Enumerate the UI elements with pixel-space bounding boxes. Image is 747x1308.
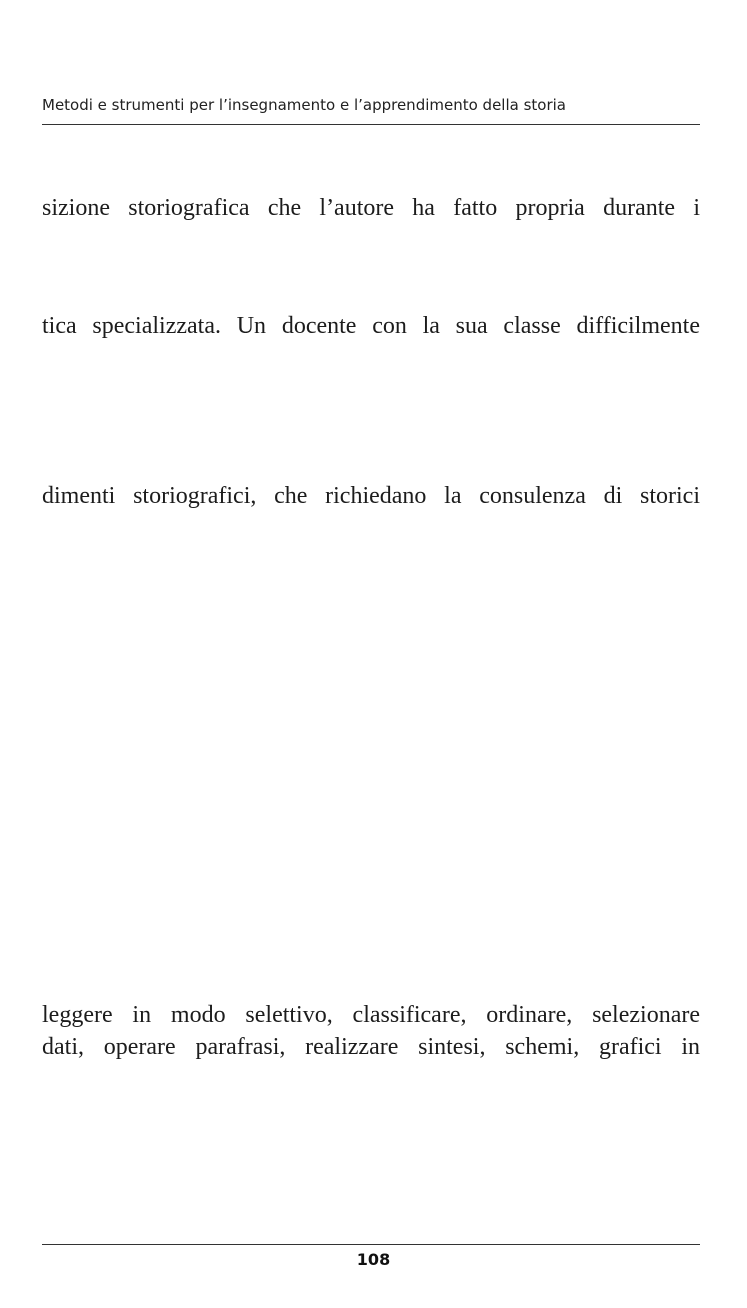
header-rule: [42, 124, 700, 125]
text-line: dati, operare parafrasi, realizzare sintesi, schemi, grafici in: [42, 1034, 700, 1060]
running-header: Metodi e strumenti per l’insegnamento e l’apprendimento della storia: [42, 96, 566, 114]
text-line: sizione storiografica che l’autore ha fatto propria durante i: [42, 195, 700, 221]
footer-rule: [42, 1244, 700, 1245]
text-line: tica specializzata. Un docente con la sua classe difficilmente: [42, 313, 700, 339]
text-line: leggere in modo selettivo, classificare, ordinare, selezionare: [42, 1002, 700, 1028]
page-number: 108: [356, 1250, 391, 1269]
text-line: dimenti storiografici, che richiedano la consulenza di storici: [42, 483, 700, 509]
